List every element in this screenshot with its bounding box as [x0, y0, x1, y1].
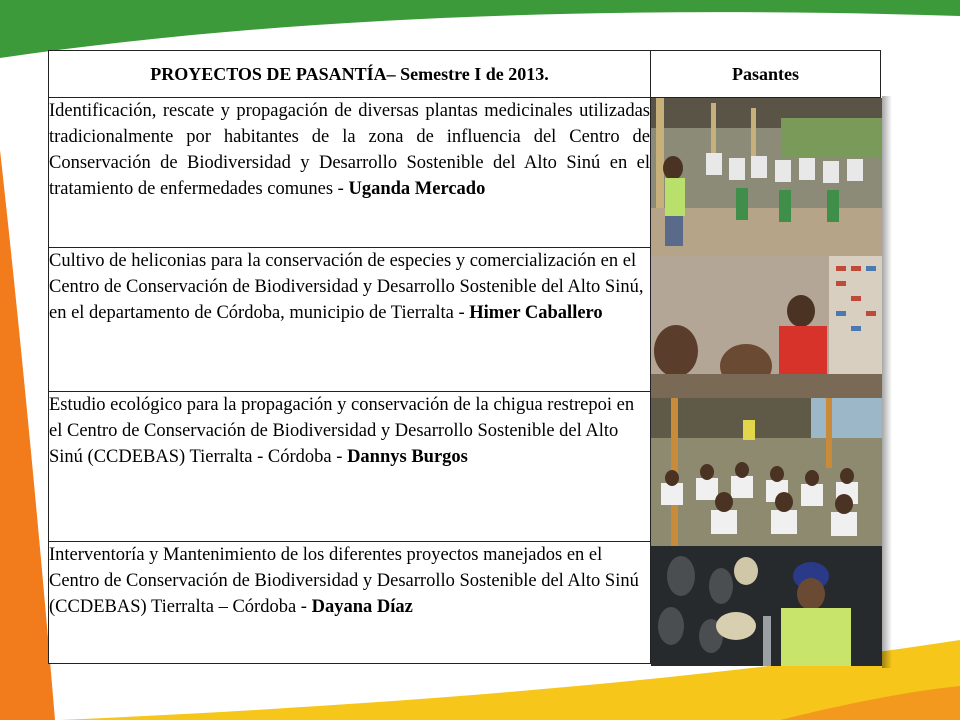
table-row [49, 98, 881, 248]
project-description: Cultivo de heliconias para la conservación de especies y comercialización en el Centro de Conservación de Biodiversidad y Desarrollo Sostenible del Alto Sinú, en el departamento de Córdoba, municipio de Tierralta - [49, 251, 644, 323]
header-projects: PROYECTOS DE PASANTÍA– Semestre I de 2013. [49, 51, 651, 98]
project-cell [49, 392, 651, 542]
intern-name: Dayana Díaz [311, 597, 413, 617]
projects-table [48, 50, 881, 664]
photo-column-shadow [882, 96, 892, 668]
interns-photo-column [651, 98, 881, 664]
intern-name: Himer Caballero [469, 303, 603, 323]
project-description: Identificación, rescate y propagación de diversas plantas medicinales utilizadas tradicionalmente por habitantes de la zona de influencia del Centro de Conservación de Biodiversidad y Desarrollo Sostenible del Alto Sinú en el tratamiento de enfermedades comunes - [49, 101, 650, 199]
project-cell [49, 542, 651, 664]
intern-photo-4 [651, 546, 882, 666]
intern-photo-1 [651, 98, 882, 256]
project-description: Estudio ecológico para la propagación y conservación de la chigua restrepoi en el Centro de Conservación de Biodiversidad y Desarrollo Sostenible del Alto Sinú (CCDEBAS) Tierralta - Córdoba - [49, 395, 635, 467]
intern-photo-2 [651, 256, 882, 398]
project-cell [49, 98, 651, 248]
table-header-row [49, 51, 881, 98]
header-interns: Pasantes [651, 51, 881, 98]
intern-name: Uganda Mercado [348, 179, 486, 199]
intern-photo-3 [651, 398, 882, 546]
project-description: Interventoría y Mantenimiento de los diferentes proyectos manejados en el Centro de Conservación de Biodiversidad y Desarrollo Sostenible del Alto Sinú (CCDEBAS) Tierralta – Córdoba - [49, 545, 639, 617]
intern-name: Dannys Burgos [347, 447, 468, 467]
orange-left-swoosh [0, 150, 55, 720]
project-cell [49, 248, 651, 392]
